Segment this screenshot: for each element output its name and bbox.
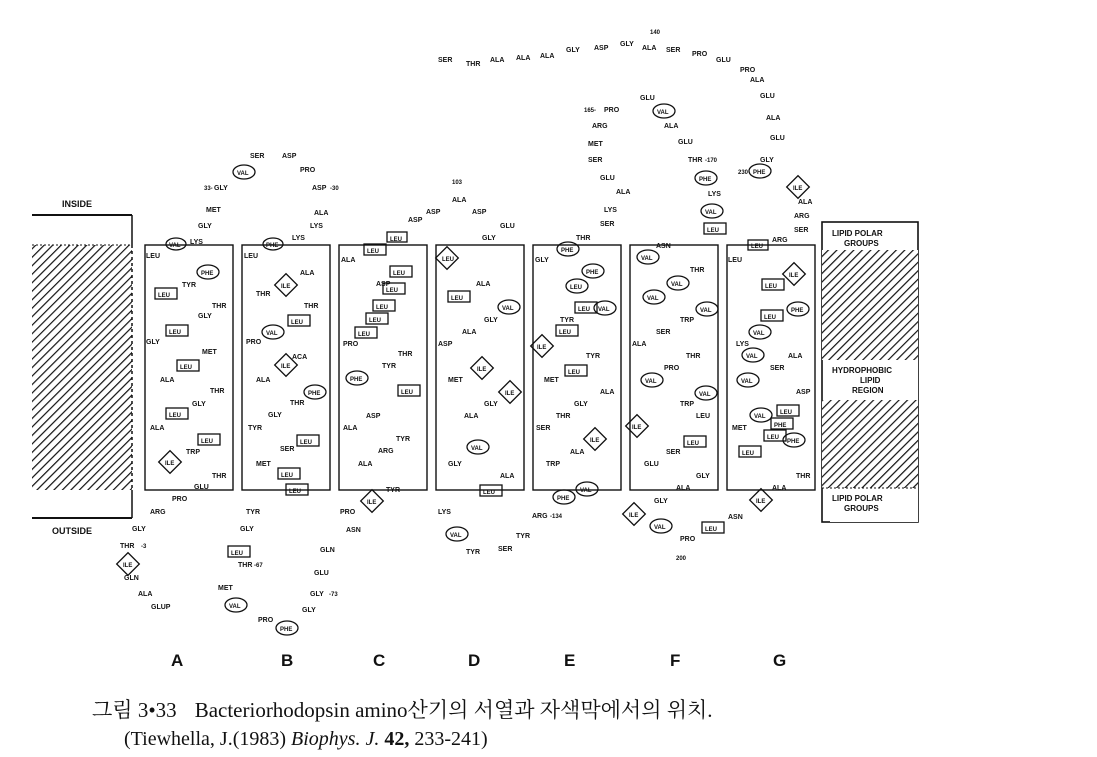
svg-text:GLN: GLN <box>124 575 139 582</box>
hydrophobic-label-1: HYDROPHOBIC <box>832 366 893 375</box>
svg-text:LEU: LEU <box>386 288 398 294</box>
residue-number-200: 200 <box>676 556 687 562</box>
lipid-polar-bottom-label-1: LIPID POLAR <box>832 494 883 503</box>
residue-number-30: -30 <box>330 186 339 192</box>
svg-text:VAL: VAL <box>580 488 592 494</box>
svg-text:VAL: VAL <box>450 533 462 539</box>
svg-text:GLY: GLY <box>146 339 160 346</box>
svg-text:THR: THR <box>212 303 227 310</box>
svg-text:TYR: TYR <box>560 317 574 324</box>
svg-text:GLY: GLY <box>696 473 710 480</box>
svg-text:VAL: VAL <box>641 256 653 262</box>
svg-text:TRP: TRP <box>186 449 200 456</box>
svg-text:ARG: ARG <box>150 509 166 516</box>
svg-text:THR: THR <box>466 61 481 68</box>
svg-text:LEU: LEU <box>169 413 181 419</box>
svg-text:ILE: ILE <box>281 364 291 370</box>
svg-text:LEU: LEU <box>751 244 763 250</box>
svg-text:VAL: VAL <box>753 331 765 337</box>
svg-text:MET: MET <box>206 207 221 214</box>
svg-text:GLU: GLU <box>500 223 515 230</box>
svg-text:GLY: GLY <box>310 591 324 598</box>
svg-text:TYR: TYR <box>382 363 396 370</box>
svg-text:VAL: VAL <box>647 296 659 302</box>
svg-text:LEU: LEU <box>180 365 192 371</box>
svg-text:MET: MET <box>218 585 233 592</box>
svg-text:VAL: VAL <box>657 110 669 116</box>
svg-text:GLU: GLU <box>770 135 785 142</box>
svg-text:GLY: GLY <box>132 526 146 533</box>
svg-text:ALA: ALA <box>798 199 813 206</box>
svg-text:GLUP: GLUP <box>151 604 171 611</box>
svg-text:LEU: LEU <box>451 296 463 302</box>
svg-text:ALA: ALA <box>314 210 329 217</box>
membrane-right <box>822 222 918 522</box>
svg-text:PRO: PRO <box>680 536 696 543</box>
svg-text:ASP: ASP <box>796 389 811 396</box>
svg-text:GLY: GLY <box>214 185 228 192</box>
svg-text:LYS: LYS <box>708 191 721 198</box>
svg-text:LEU: LEU <box>568 370 580 376</box>
svg-text:ILE: ILE <box>281 284 291 290</box>
svg-text:THR: THR <box>120 543 135 550</box>
lipid-polar-bottom-label-2: GROUPS <box>844 504 879 513</box>
svg-text:GLY: GLY <box>198 313 212 320</box>
svg-text:GLY: GLY <box>574 401 588 408</box>
svg-text:LEU: LEU <box>169 330 181 336</box>
svg-text:TYR: TYR <box>386 487 400 494</box>
svg-text:PHE: PHE <box>774 423 787 429</box>
svg-text:VAL: VAL <box>229 604 241 610</box>
svg-text:VAL: VAL <box>266 331 278 337</box>
svg-text:LEU: LEU <box>401 390 413 396</box>
svg-text:PRO: PRO <box>343 341 359 348</box>
svg-text:ALA: ALA <box>343 425 358 432</box>
svg-text:PHE: PHE <box>266 243 279 249</box>
svg-text:ALA: ALA <box>358 461 373 468</box>
svg-text:GLY: GLY <box>535 257 549 264</box>
outside-label: OUTSIDE <box>52 526 93 536</box>
svg-text:ILE: ILE <box>505 391 515 397</box>
svg-text:LYS: LYS <box>190 239 203 246</box>
svg-text:LEU: LEU <box>376 305 388 311</box>
svg-text:VAL: VAL <box>741 379 753 385</box>
svg-text:ALA: ALA <box>476 281 491 288</box>
svg-text:ALA: ALA <box>616 189 631 196</box>
svg-text:ASP: ASP <box>376 281 391 288</box>
svg-text:THR: THR <box>686 353 701 360</box>
svg-text:LEU: LEU <box>764 315 776 321</box>
svg-text:THR: THR <box>398 351 413 358</box>
svg-text:TRP: TRP <box>680 317 694 324</box>
svg-text:ILE: ILE <box>477 367 487 373</box>
svg-text:THR: THR <box>238 562 253 569</box>
hydrophobic-label-3: REGION <box>852 386 884 395</box>
svg-text:SER: SER <box>280 446 295 453</box>
svg-text:ARG: ARG <box>532 513 548 520</box>
svg-text:VAL: VAL <box>705 210 717 216</box>
svg-text:LEU: LEU <box>231 551 243 557</box>
svg-text:ALA: ALA <box>256 377 271 384</box>
svg-text:ACA: ACA <box>292 354 308 361</box>
svg-text:SER: SER <box>770 365 785 372</box>
svg-text:MET: MET <box>202 349 217 356</box>
svg-text:MET: MET <box>544 377 559 384</box>
figure-number: 그림 3•33 <box>92 698 177 722</box>
svg-text:PHE: PHE <box>280 627 293 633</box>
svg-text:ALA: ALA <box>600 389 615 396</box>
svg-text:THR: THR <box>556 413 571 420</box>
svg-text:VAL: VAL <box>645 379 657 385</box>
svg-text:LYS: LYS <box>438 509 451 516</box>
svg-text:LEU: LEU <box>767 435 779 441</box>
svg-text:PHE: PHE <box>350 377 363 383</box>
svg-text:GLY: GLY <box>760 157 774 164</box>
figure-citation <box>124 728 488 751</box>
svg-text:ALA: ALA <box>464 413 479 420</box>
svg-text:VAL: VAL <box>237 171 249 177</box>
svg-text:PRO: PRO <box>300 167 316 174</box>
svg-text:SER: SER <box>438 57 453 64</box>
svg-text:GLU: GLU <box>600 175 615 182</box>
svg-text:TYR: TYR <box>396 436 410 443</box>
svg-text:LEU: LEU <box>146 253 160 260</box>
svg-text:ILE: ILE <box>537 345 547 351</box>
svg-text:ALA: ALA <box>570 449 585 456</box>
helix-label-f: F <box>670 651 681 670</box>
svg-text:LEU: LEU <box>393 271 405 277</box>
svg-text:ALA: ALA <box>490 57 505 64</box>
svg-text:ASP: ASP <box>408 217 423 224</box>
svg-text:LEU: LEU <box>281 473 293 479</box>
residue-labels <box>120 30 812 633</box>
svg-text:LEU: LEU <box>201 439 213 445</box>
svg-text:ILE: ILE <box>123 563 133 569</box>
svg-text:ASP: ASP <box>282 153 297 160</box>
svg-text:ALA: ALA <box>766 115 781 122</box>
helix-label-e: E <box>564 651 576 670</box>
svg-text:ARG: ARG <box>592 123 608 130</box>
inside-label: INSIDE <box>62 199 93 209</box>
svg-text:GLY: GLY <box>192 401 206 408</box>
svg-text:SER: SER <box>656 329 671 336</box>
residue-number-103: 103 <box>452 180 463 186</box>
svg-text:LEU: LEU <box>765 284 777 290</box>
svg-text:PHE: PHE <box>561 248 574 254</box>
svg-text:ARG: ARG <box>378 448 394 455</box>
svg-text:ALA: ALA <box>150 425 165 432</box>
svg-text:VAL: VAL <box>169 243 181 249</box>
figure-caption <box>92 694 713 724</box>
svg-text:ASN: ASN <box>728 514 743 521</box>
svg-text:THR: THR <box>690 267 705 274</box>
svg-text:PHE: PHE <box>699 177 712 183</box>
svg-text:GLY: GLY <box>240 526 254 533</box>
svg-text:LYS: LYS <box>736 341 749 348</box>
citation-author: (Tiewhella, J.(1983) <box>124 728 292 750</box>
svg-text:GLY: GLY <box>302 607 316 614</box>
residue-number-140: 140 <box>650 30 661 36</box>
svg-text:ALA: ALA <box>772 485 787 492</box>
svg-text:THR: THR <box>576 235 591 242</box>
svg-text:THR: THR <box>256 291 271 298</box>
svg-text:GLY: GLY <box>484 401 498 408</box>
svg-text:THR: THR <box>796 473 811 480</box>
svg-text:ASP: ASP <box>312 185 327 192</box>
residue-number-3: -3 <box>141 544 147 550</box>
svg-text:SER: SER <box>536 425 551 432</box>
svg-text:GLU: GLU <box>760 93 775 100</box>
svg-text:LEU: LEU <box>483 490 495 496</box>
svg-text:THR: THR <box>212 473 227 480</box>
svg-text:LYS: LYS <box>604 207 617 214</box>
helix-label-a: A <box>171 651 184 670</box>
svg-text:ASP: ASP <box>438 341 453 348</box>
svg-text:VAL: VAL <box>598 307 610 313</box>
svg-text:SER: SER <box>498 546 513 553</box>
helix-label-c: C <box>373 651 386 670</box>
svg-text:LYS: LYS <box>292 235 305 242</box>
svg-text:GLU: GLU <box>644 461 659 468</box>
svg-text:SER: SER <box>600 221 615 228</box>
svg-text:ALA: ALA <box>138 591 153 598</box>
hydrophobic-label-2: LIPID <box>860 376 881 385</box>
svg-text:TYR: TYR <box>246 509 260 516</box>
svg-text:GLY: GLY <box>198 223 212 230</box>
svg-text:PHE: PHE <box>586 270 599 276</box>
svg-text:VAL: VAL <box>700 308 712 314</box>
svg-text:LEU: LEU <box>244 253 258 260</box>
svg-text:LEU: LEU <box>696 413 710 420</box>
svg-text:LEU: LEU <box>390 237 402 243</box>
svg-text:VAL: VAL <box>746 354 758 360</box>
svg-text:ILE: ILE <box>367 500 377 506</box>
svg-text:VAL: VAL <box>699 392 711 398</box>
svg-text:LEU: LEU <box>687 441 699 447</box>
svg-text:GLU: GLU <box>194 484 209 491</box>
svg-text:ILE: ILE <box>629 513 639 519</box>
svg-text:LEU: LEU <box>369 318 381 324</box>
svg-text:VAL: VAL <box>502 306 514 312</box>
svg-text:LEU: LEU <box>728 257 742 264</box>
svg-text:ARG: ARG <box>794 213 810 220</box>
svg-text:VAL: VAL <box>654 525 666 531</box>
svg-text:PRO: PRO <box>258 617 274 624</box>
caption-title: Bacteriorhodopsin amino산기의 서열과 자색막에서의 위치. <box>194 698 713 722</box>
svg-text:SER: SER <box>250 153 265 160</box>
svg-text:PRO: PRO <box>692 51 708 58</box>
svg-text:PRO: PRO <box>172 496 188 503</box>
svg-text:ALA: ALA <box>540 53 555 60</box>
svg-text:MET: MET <box>732 425 747 432</box>
svg-text:MET: MET <box>256 461 271 468</box>
residue-number-134: -134 <box>550 514 563 520</box>
svg-text:LEU: LEU <box>158 293 170 299</box>
svg-text:LEU: LEU <box>780 410 792 416</box>
svg-text:ALA: ALA <box>160 377 175 384</box>
svg-text:TYR: TYR <box>466 549 480 556</box>
svg-text:LEU: LEU <box>570 285 582 291</box>
svg-text:THR: THR <box>210 388 225 395</box>
svg-text:PRO: PRO <box>340 509 356 516</box>
svg-text:SER: SER <box>588 157 603 164</box>
svg-text:GLU: GLU <box>678 139 693 146</box>
svg-text:GLY: GLY <box>484 317 498 324</box>
svg-text:TRP: TRP <box>680 401 694 408</box>
svg-text:ALA: ALA <box>300 270 315 277</box>
svg-text:ALA: ALA <box>664 123 679 130</box>
svg-text:LEU: LEU <box>289 489 301 495</box>
svg-text:SER: SER <box>666 47 681 54</box>
svg-text:ALA: ALA <box>750 77 765 84</box>
svg-text:PHE: PHE <box>201 271 214 277</box>
svg-text:ASN: ASN <box>656 243 671 250</box>
svg-text:ALA: ALA <box>452 197 467 204</box>
helix-labels <box>171 651 786 670</box>
svg-text:LYS: LYS <box>310 223 323 230</box>
svg-text:ALA: ALA <box>341 257 356 264</box>
residue-number-170: -170 <box>705 158 718 164</box>
svg-text:TYR: TYR <box>248 425 262 432</box>
svg-text:PHE: PHE <box>557 496 570 502</box>
svg-text:LEU: LEU <box>705 527 717 533</box>
svg-text:ILE: ILE <box>165 461 175 467</box>
helix-label-g: G <box>773 651 787 670</box>
svg-text:ALA: ALA <box>516 55 531 62</box>
residue-number-33: 33- <box>204 186 213 192</box>
svg-text:GLU: GLU <box>716 57 731 64</box>
svg-text:LEU: LEU <box>300 440 312 446</box>
svg-text:TYR: TYR <box>516 533 530 540</box>
svg-text:PHE: PHE <box>753 170 766 176</box>
svg-text:GLU: GLU <box>314 570 329 577</box>
svg-text:THR: THR <box>688 157 703 164</box>
svg-text:LEU: LEU <box>578 307 590 313</box>
svg-text:TYR: TYR <box>586 353 600 360</box>
svg-text:ALA: ALA <box>676 485 691 492</box>
svg-text:ILE: ILE <box>756 499 766 505</box>
svg-text:ILE: ILE <box>632 425 642 431</box>
svg-text:PRO: PRO <box>740 67 756 74</box>
citation-volume: 42, <box>379 728 410 750</box>
svg-text:PRO: PRO <box>604 107 620 114</box>
svg-text:ILE: ILE <box>789 273 799 279</box>
citation-journal: Biophys. J. <box>291 728 380 750</box>
helix-label-b: B <box>281 651 294 670</box>
svg-text:SER: SER <box>794 227 809 234</box>
lipid-polar-top-label-2: GROUPS <box>844 239 879 248</box>
membrane-left <box>32 199 132 536</box>
svg-text:THR: THR <box>304 303 319 310</box>
svg-text:ASP: ASP <box>594 45 609 52</box>
svg-text:GLN: GLN <box>320 547 335 554</box>
svg-text:ASP: ASP <box>472 209 487 216</box>
svg-text:ALA: ALA <box>462 329 477 336</box>
svg-text:LEU: LEU <box>291 320 303 326</box>
lipid-polar-top-label-1: LIPID POLAR <box>832 229 883 238</box>
svg-text:GLY: GLY <box>448 461 462 468</box>
svg-text:PHE: PHE <box>308 391 321 397</box>
svg-text:ILE: ILE <box>793 186 803 192</box>
svg-text:VAL: VAL <box>754 414 766 420</box>
svg-text:GLY: GLY <box>620 41 634 48</box>
svg-text:LEU: LEU <box>559 330 571 336</box>
svg-text:ASN: ASN <box>346 527 361 534</box>
svg-text:GLY: GLY <box>268 412 282 419</box>
svg-text:VAL: VAL <box>471 446 483 452</box>
svg-text:THR: THR <box>290 400 305 407</box>
residue-number-67: -67 <box>254 563 263 569</box>
svg-text:LEU: LEU <box>707 228 719 234</box>
helix-label-d: D <box>468 651 481 670</box>
svg-text:ASP: ASP <box>366 413 381 420</box>
residue-number-230: 230 <box>738 170 749 176</box>
svg-text:PRO: PRO <box>664 365 680 372</box>
svg-text:LEU: LEU <box>442 257 454 263</box>
citation-pages: 233-241) <box>409 728 488 750</box>
svg-text:MET: MET <box>588 141 603 148</box>
svg-text:GLY: GLY <box>482 235 496 242</box>
svg-text:ARG: ARG <box>772 237 788 244</box>
svg-text:PHE: PHE <box>791 308 804 314</box>
svg-text:VAL: VAL <box>671 282 683 288</box>
residue-number-73: -73 <box>329 592 338 598</box>
svg-text:LEU: LEU <box>358 332 370 338</box>
svg-text:ALA: ALA <box>632 341 647 348</box>
svg-text:SER: SER <box>666 449 681 456</box>
svg-text:ALA: ALA <box>642 45 657 52</box>
svg-text:TYR: TYR <box>182 282 196 289</box>
residue-number-165: 165- <box>584 108 597 114</box>
svg-text:TRP: TRP <box>546 461 560 468</box>
svg-text:LEU: LEU <box>742 451 754 457</box>
svg-text:PHE: PHE <box>787 439 800 445</box>
svg-text:PRO: PRO <box>246 339 262 346</box>
svg-text:ALA: ALA <box>788 353 803 360</box>
hydrophobic-residue-symbols <box>117 104 813 635</box>
svg-text:ILE: ILE <box>590 438 600 444</box>
svg-text:MET: MET <box>448 377 463 384</box>
svg-text:GLY: GLY <box>654 498 668 505</box>
svg-text:ASP: ASP <box>426 209 441 216</box>
svg-text:GLY: GLY <box>566 47 580 54</box>
svg-text:ALA: ALA <box>500 473 515 480</box>
svg-text:LEU: LEU <box>367 249 379 255</box>
svg-text:GLU: GLU <box>640 95 655 102</box>
